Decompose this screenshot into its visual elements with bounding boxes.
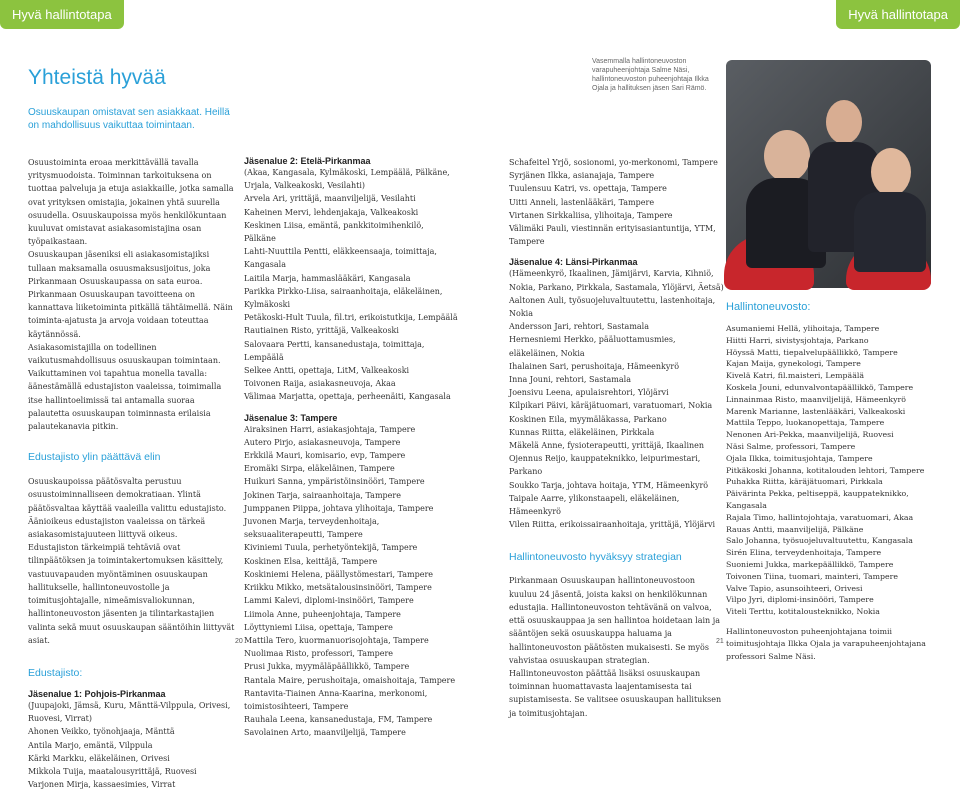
area-1-list: (Juupajoki, Jämsä, Kuru, Mänttä-Vilppula, Orivesi, Ruovesi, Virrat) Ahonen Veikko, työnohjaaja, Mänttä Antila Marjo, emäntä, Vilppula Kärki Markku, eläkeläinen, Orivesi Mikkola Tuija, maatalousyrittäjä, Ruovesi Varjonen Mirja, kassaesimies, Virrat	[28, 700, 231, 790]
subtitle: Osuuskaupan omistavat sen asiakkaat. Heillä on mahdollisuus vaikuttaa toimintaan.	[28, 107, 230, 131]
hn-strategy-text: Pirkanmaan Osuuskaupan hallintoneuvostoon kuuluu 24 jäsentä, joista kaksi on henkilökunnan edustajia. Hallintoneuvoston tehtävänä on valvoa, että osuuskauppaa ja sen hallintoa hoidetaan lain ja sääntöjen sekä osuuskauppa haluama ja hallintoneuvoston päätösten mukaisesti. Se myös vahvistaa osuuskaupan strategian. Hallintoneuvoston päättää lisäksi osuuskaupan toiminnan huomattavasta laajentamisesta tai supistamisesta. Se valitsee osuuskaupan hallituksen ja toimitusjohtajan.	[509, 576, 722, 718]
page-number-left: 20	[235, 638, 243, 645]
hallintoneuvosto-list: Asumaniemi Hellä, ylihoitaja, Tampere Hiitti Harri, sivistysjohtaja, Parkano Höyssä Matti, tiepalvelupäällikkö, Tampere Kajan Maija, gynekologi, Tampere Kivelä Katri, fil.maisteri, Lempäälä Koskela Jouni, edunvalvontapäällikkö, Tampere Linnainmaa Risto, maanviljelijä, Hämeenkyrö Marenk Marianne, lastenlääkäri, Valkeakoski Mattila Teppo, luokanopettaja, Tampere Nenonen Ari-Pekka, maanviljelijä, Ruovesi Näsi Salme, professori, Tampere Ojala Ilkka, toimitusjohtaja, Tampere Pitkäkoski Johanna, kotitalouden lehtori, Tampere Puhakka Riitta, käräjätuomari, Pirkkala Päivärinta Pekka, peltiseppä, kauppateknikko, Kangasala Rajala Timo, hallintojohtaja, varatuomari, Akaa Rauas Antti, maanviljelijä, Pälkäne Salo Johanna, työsuojeluvaltuutettu, Kangasala Sirén Elina, terveydenhoitaja, Tampere Suoniemi Jukka, markepäällikkö, Tampere Toivonen Tiina, tuomari, mainteri, Tampere Valve Tapio, asunsoihteeri, Orivesi Vilpo Jyri, diplomi-insinööri, Tampere Viteli Terttu, kotitalousteknikko, Nokia	[726, 324, 925, 617]
heading-edustajisto: Edustajisto ylin päättävä elin	[28, 451, 161, 464]
edustajisto-text: Osuuskaupoissa päätösvalta perustuu osuustoiminnalliseen demokratiaan. Ylintä päätösvaltaa käyttää vaaleilla valittu edustajisto. Äänioikeus edustajiston vaaleissa on tärkeä asiakasomistajuuteen liittyvä oikeus. Edustajiston tärkeimpiä tehtäviä ovat tilinpäätöksen ja toimintakertomuksen käsittely, vastuuvapauden myöntäminen osuuskaupan hallitukselle, hallintoneuvostolle ja toimitusjohtajalle, nimeämisvaliokunnan, hallintoneuvoston jäsenten ja tilintarkastajien valinta sekä muut osuuskaupan sääntöihin liittyvät asiat.	[28, 477, 235, 645]
area-4-list: (Hämeenkyrö, Ikaalinen, Jämijärvi, Karvia, Kihniö, Nokia, Parkano, Pirkkala, Sastamala, Ylöjärvi, Äetsä) Aaltonen Auli, työsuojeluvaltuutettu, lastenhoitaja, Nokia Andersson Jari, rehtori, Sastamala Hernesniemi Herkko, pääluottamusmies, eläkeläinen, Nokia Ihalainen Sari, perushoitaja, Hämeenkyrö Inna Jouni, rehtori, Sastamala Joensivu Leena, apulaisrehtori, Ylöjärvi Kilpikari Päivi, käräjätuomari, varatuomari, Nokia Koskinen Eila, myymäläkassa, Parkano Kunnas Riitta, eläkeläinen, Pirkkala Mäkelä Anne, fysioterapeutti, yrittäjä, Ikaalinen Ojennus Reijo, kauppateknikko, leipurimestari, Parkano Soukko Tarja, johtava hoitaja, YTM, Hämeenkyrö Taipale Aarre, ylikonstaapeli, eläkeläinen, Hämeenkyrö Vilen Riitta, erikoissairaanhoitaja, yrittäjä, Ylöjärvi	[509, 269, 724, 530]
heading-area-3: Jäsenalue 3: Tampere	[244, 412, 338, 423]
hallintoneuvosto-note: Hallintoneuvoston puheenjohtajana toimii toimitusjohtaja Ilkka Ojala ja varapuheenjohtajana professori Salme Näsi.	[726, 626, 926, 661]
heading-area-1: Jäsenalue 1: Pohjois-Pirkanmaa	[28, 688, 166, 699]
intro-text: Osuustoiminta eroaa merkittävällä tavalla yritysmuodoista. Toiminnan tarkoituksena on tuottaa palveluja ja etuja asiakkaille, jotka samalla ovat yrityksen omistajia, jokainen yhtä suurella osuudella. Osuuskaupoissa myös henkilökuntaan kuuluvat omistavat asiakasomistajina osan työpaikastaan. Osuuskaupan jäseniksi eli asiakasomistajiksi tullaan maksamalla osuusmaksusijoitus, joka Pirkanmaan Osuuskaupassa on sata euroa. Pirkanmaan Osuuskaupan tavoitteena on kannattava liiketoiminta pitkällä tähtäimellä. Näin toiminta-ajatusta ja arvoja voidaan toteuttaa käytännössä. Asiakasomistajilla on todellinen vaikutusmahdollisuus osuuskaupan toimintaan. Vaikuttaminen voi tapahtua monella tavalla: äänestämällä edustajiston vaaleissa, toimimalla itse hallintoelimissä tai antamalla suoraa palautetta osuuskaupan toiminnasta erilaisia palautekanavia pitkin.	[28, 158, 234, 432]
page-title: Yhteistä hyvää	[28, 66, 166, 89]
page-number-right: 21	[716, 638, 724, 645]
area-2-list: (Akaa, Kangasala, Kylmäkoski, Lempäälä, Pälkäne, Urjala, Valkeakoski, Vesilahti) Arvela Ari, yrittäjä, maanviljelijä, Vesilahti Kaheinen Mervi, lehdenjakaja, Valkeakoski Keskinen Liisa, emäntä, pankkitoimihenkilö, Pälkäne Lahti-Nuuttila Pentti, eläkkeensaaja, toimittaja, Kangasala Laitila Marja, hammaslääkäri, Kangasala Parikka Pirkko-Liisa, sairaanhoitaja, eläkeläinen, Kylmäkoski Petäkoski-Hult Tuula, fil.tri, erikoistutkija, Lempäälä Rautiainen Risto, yrittäjä, Valkeakoski Salovaara Pertti, kansanedustaja, toimittaja, Lempäälä Selkee Antti, opettaja, LitM, Valkeakoski Toivonen Raija, asiakasneuvoja, Akaa Välimaa Marjatta, opettaja, perheenäiti, Kangasala	[244, 168, 458, 402]
photo-caption: Vasemmalla hallintoneuvoston varapuheenjohtaja Salme Näsi, hallintoneuvoston puheenjohtaja Ilkka Ojala ja hallituksen jäsen Sari Rämö.	[592, 58, 709, 92]
board-photo	[726, 60, 931, 288]
heading-area-4: Jäsenalue 4: Länsi-Pirkanmaa	[509, 257, 638, 268]
left-column	[28, 156, 236, 791]
right-column-2	[726, 301, 931, 663]
heading-hallintoneuvosto: Hallintoneuvosto:	[726, 301, 811, 313]
area-3-list: Airaksinen Harri, asiakasjohtaja, Tampere Autero Pirjo, asiakasneuvoja, Tampere Erkkilä Mauri, komisario, evp, Tampere Eromäki Sirpa, eläkeläinen, Tampere Huikuri Sanna, ympäristöinsinööri, Tampere Jokinen Tarja, sairaanhoitaja, Tampere Jumppanen Piippa, johtava ylihoitaja, Tampere Juvonen Marja, terveydenhoitaja, seksuaaliterapeutti, Tampere Kiviniemi Tuula, perhetyöntekijä, Tampere Koskinen Elsa, keittäjä, Tampere Koskiniemi Helena, päällystömestari, Tampere Kriikku Mikko, metsätalousinsinööri, Tampere Lammi Kalevi, diplomi-insinööri, Tampere Liimola Anne, puheenjohtaja, Tampere Löyttyniemi Liisa, opettaja, Tampere Mattila Tero, kuormanuorisojohtaja, Tampere Nuolimaa Risto, professori, Tampere Prusi Jukka, myymäläpäällikkö, Tampere Rantala Maire, perushoitaja, omaishoitaja, Tampere Rantavita-Tiainen Anna-Kaarina, merkonomi, toimistosihteeri, Tampere Rauhala Leena, kansanedustaja, FM, Tampere Savolainen Arto, maanviljelijä, Tampere	[244, 424, 456, 738]
section-tab-right: Hyvä hallintotapa	[836, 0, 960, 29]
heading-area-2: Jäsenalue 2: Etelä-Pirkanmaa	[244, 156, 371, 166]
area-3-list-cont: Schafeitel Yrjö, sosionomi, yo-merkonomi, Tampere Syrjänen Ilkka, asianajaja, Tampere Tuulensuu Katri, vs. opettaja, Tampere Uitti Anneli, lastenlääkäri, Tampere Virtanen Sirkkaliisa, ylihoitaja, Tampere Välimäki Pauli, viestinnän erityisasiantuntija, YTM, Tampere	[509, 158, 718, 247]
section-tab-left: Hyvä hallintotapa	[0, 0, 124, 29]
heading-hn-strategy: Hallintoneuvosto hyväksyy strategian	[509, 551, 682, 564]
heading-edustajisto-list: Edustajisto:	[28, 666, 83, 679]
middle-column	[244, 156, 458, 740]
right-column-1	[509, 156, 724, 720]
